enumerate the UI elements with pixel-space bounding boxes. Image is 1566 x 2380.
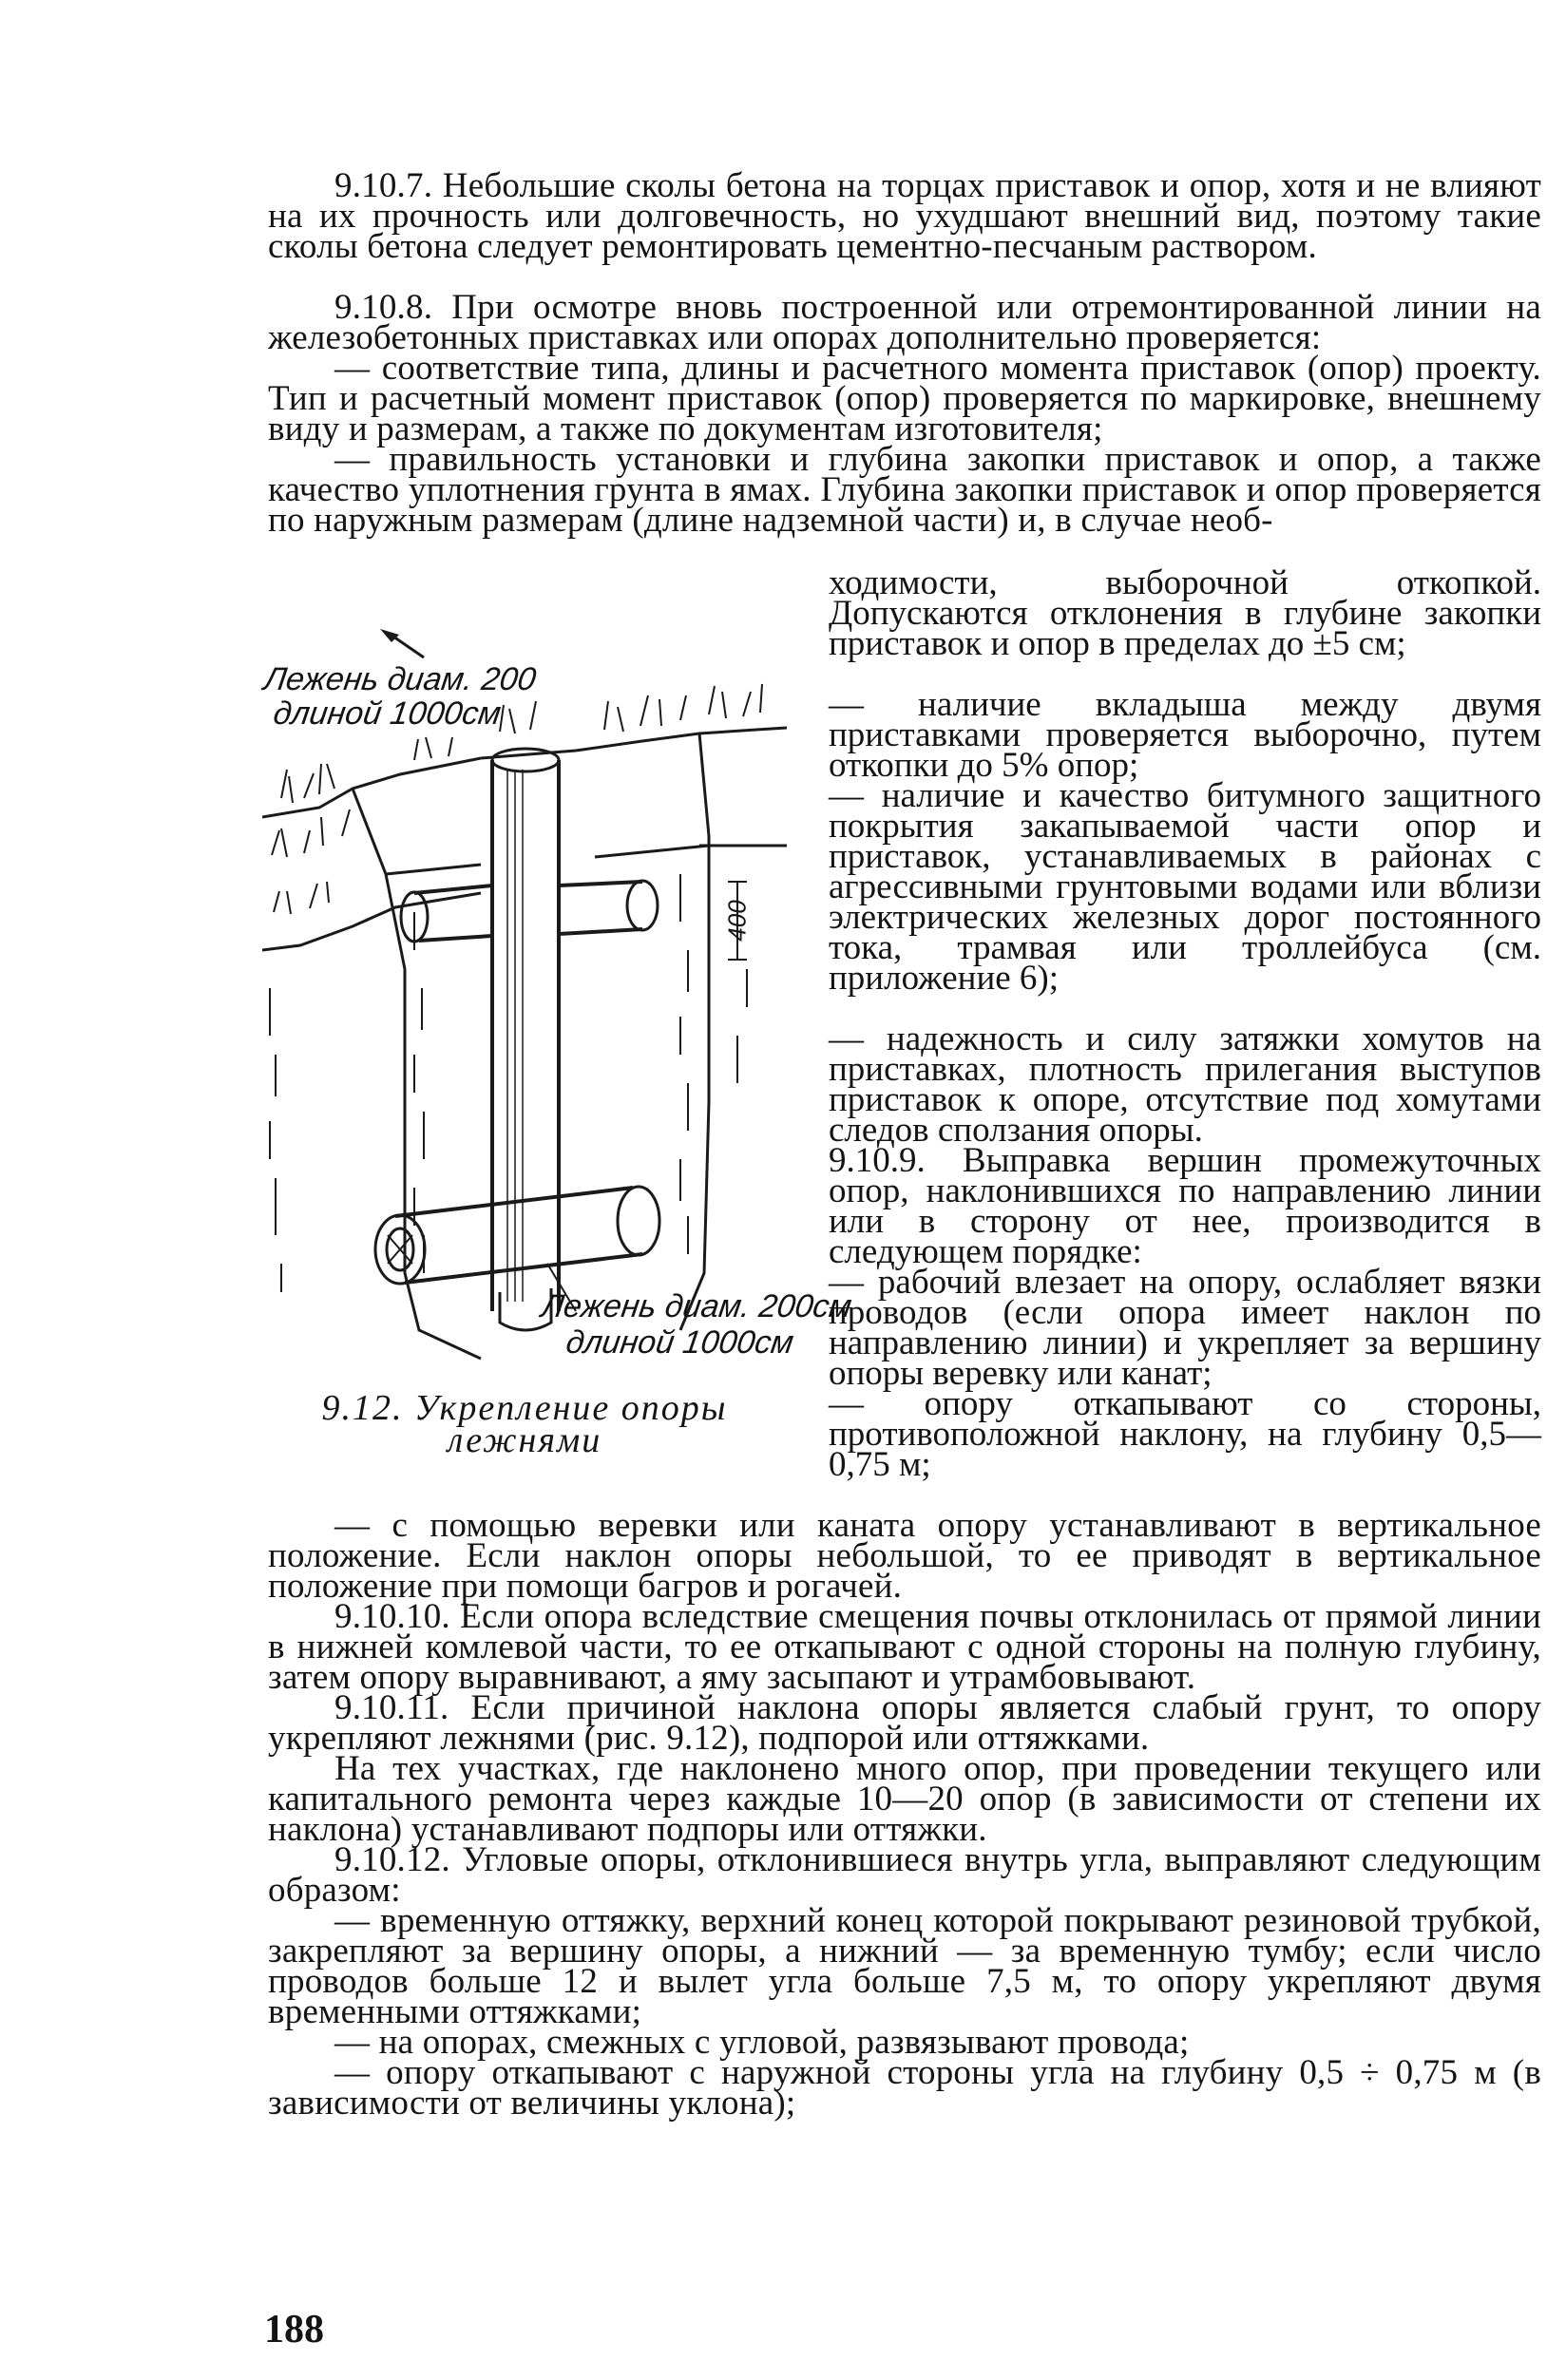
paragraph-9-10-7: 9.10.7. Небольшие сколы бетона на торцах приставок и опор, хотя и не влияют на их прочность или долговечность, но ухудшают внешний вид, поэтому такие сколы бетона следует ремонтировать цементно-песчаным раствором. [268,166,1541,266]
figure-caption: 9.12. Укрепление опоры лежнями [321,1388,728,1460]
paragraph-9-10-9: 9.10.9. Выправка вершин промежуточных опор, наклонившихся по направлению линии или в сторону от нее, производится в следующем порядке: [829,1141,1541,1271]
page-number: 188 [264,2308,324,2351]
paragraph-9-10-11: 9.10.11. Если причиной наклона опоры является слабый грунт, то опору укрепляют лежнями (рис. 9.12), подпорой или оттяжками. [268,1688,1541,1758]
paragraph-vertical-position: — с помощью веревки или каната опору устанавливают в вертикальное положение. Если наклон опоры небольшой, то ее приводят в вертикальное положение при помощи багров и рогачей. [268,1506,1541,1606]
column-depth-check: ходимости, выборочной откопкой. Допускаются отклонения в глубине закопки приставок и опор в пределах до ±5 см; [829,563,1541,663]
column-insert-check: — наличие вкладыша между двумя приставками проверяется выборочно, путем откопки до 5% опор; [829,685,1541,785]
column-dig-out: — опору откапывают со стороны, противоположной наклону, на глубину 0,5—0,75 м; [829,1384,1541,1484]
paragraph-type-check: — соответствие типа, длины и расчетного момента приставок (опор) проекту. Тип и расчетный момент приставок (опор) проверяется по маркировке, внешнему виду и размерам, а также по документам изготовителя; [268,349,1541,448]
paragraph-temporary-guy: — временную оттяжку, верхний конец которой покрывают резиновой трубкой, закрепляют за вершину опоры, а нижний — за временную тумбу; если число проводов больше 12 и вылет угла больше 7,5 м, то опору укрепляют двумя временными оттяжками; [268,1901,1541,2031]
label-top-line1: Лежень диам. 200 [261,661,539,697]
column-worker-climbs: — рабочий влезает на опору, ослабляет вязки проводов (если опора имеет наклон по направлению линии) и укрепляет за вершину опоры веревку или канат; [829,1263,1541,1393]
label-bottom-line2: длиной 1000см [563,1324,796,1361]
column-bitumen-check: — наличие и качество битумного защитного покрытия закапываемой части опор и приставок, устанавливаемых в районах с агрессивными грунтовыми водами или вблизи электрических железных дорог постоянного тока, трамвая или троллейбуса (см. приложение 6); [829,776,1541,998]
column-clamp-check: — надежность и силу затяжки хомутов на приставках, плотность прилегания выступов приставок к опоре, отсутствие под хомутами следов сползания опоры. [829,1019,1541,1150]
paragraph-dig-outer-side: — опору откапывают с наружной стороны угла на глубину 0,5 ÷ 0,75 м (в зависимости от величины уклона); [268,2053,1541,2123]
paragraph-installation-check: — правильность установки и глубина закопки приставок и опор, а также качество уплотнения грунта в ямах. Глубина закопки приставок и опор проверяется по наружным размерам (длине надземной части) и, в случае необ- [268,440,1541,540]
paragraph-9-10-10: 9.10.10. Если опора вследствие смещения почвы отклонилась от прямой линии в нижней комлевой части, то ее откапывают с одной стороны на полную глубину, затем опору выравнивают, а яму засыпают и утрамбовывают. [268,1597,1541,1697]
label-bottom-line1: Лежень диам. 200см [539,1288,854,1324]
paragraph-many-poles: На тех участках, где наклонено много опор, при проведении текущего или капитального ремонта через каждые 10—20 опор (в зависимости от степени их наклона) устанавливают подпоры или оттяжки. [268,1749,1541,1849]
paragraph-9-10-12: 9.10.12. Угловые опоры, отклонившиеся внутрь угла, выправляют следующим образом: [268,1840,1541,1910]
label-top-line2: длиной 1000см [271,695,504,732]
figure-9-12 [261,608,854,1368]
dimension-label: 400 [722,900,752,942]
paragraph-9-10-8: 9.10.8. При осмотре вновь построенной или отремонтированной линии на железобетонных приставках или опорах дополнительно проверяется: [268,288,1541,357]
paragraph-untie-wires: — на опорах, смежных с угловой, развязывают провода; [334,2023,1190,2062]
